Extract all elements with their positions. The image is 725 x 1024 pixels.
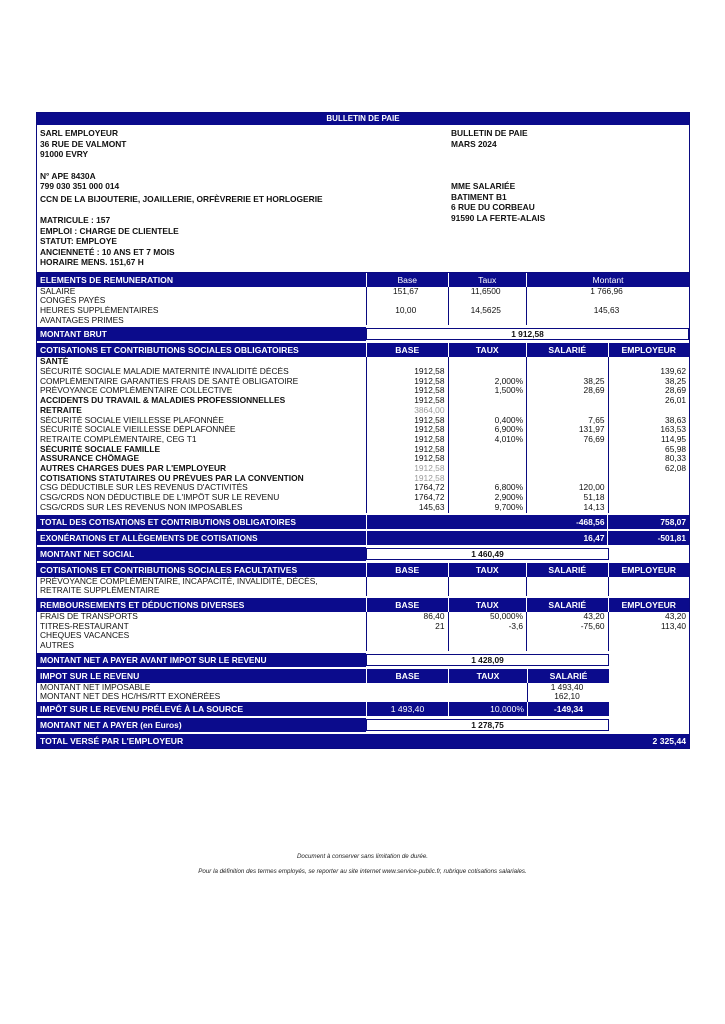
employer-ccn: CCN DE LA BIJOUTERIE, JOAILLERIE, ORFÈVRERIE ET HORLOGERIE [40, 193, 323, 204]
footer-note-1: Document à conserver sans limitation de durée. [296, 853, 429, 860]
cell-taux [449, 445, 527, 455]
cell-employeur: 139,62 [660, 366, 687, 377]
table-row [37, 435, 366, 445]
employee-name: MME SALARIÉE [451, 181, 516, 191]
cell-salarie: 51,18 [583, 492, 605, 503]
cell-base: 1912,58 [414, 385, 445, 396]
cell-taux: 2,900% [494, 492, 524, 503]
cell-base: 21 [435, 620, 445, 631]
table-row: RETRAITE SUPPLÉMENTAIRE [40, 586, 160, 596]
total-cotisations: TOTAL DES COTISATIONS ET CONTRIBUTIONS OBLIGATOIRES -468,56 758,07 [37, 515, 689, 529]
cell-salarie: 131,97 [578, 424, 605, 435]
period-month: MARS 2024 [451, 138, 497, 149]
cell-base: 1912,58 [414, 424, 445, 435]
cell-salarie [527, 454, 608, 464]
cotisations-table [37, 357, 689, 512]
period-label: BULLETIN DE PAIE [451, 128, 528, 138]
cell-salarie: -75,60 [580, 620, 605, 631]
cell-taux: 6,900% [494, 424, 524, 435]
cell-salarie [527, 396, 608, 406]
cell-taux: 6,800% [494, 482, 524, 493]
cell-employeur: 62,08 [665, 463, 687, 474]
cell-employeur [609, 474, 690, 484]
table-row [37, 425, 366, 435]
table-row [37, 377, 366, 387]
cell-employeur: 38,25 [665, 375, 687, 386]
cell-base: 1764,72 [414, 482, 445, 493]
cell-base: 1912,58 [414, 366, 445, 377]
cell-employeur [609, 641, 690, 651]
cell-salarie [527, 464, 608, 474]
cell-base: 1912,58 [414, 472, 445, 483]
cell-taux [449, 396, 527, 406]
cell-employeur: 38,63 [665, 414, 687, 425]
cell-salarie: 38,25 [583, 375, 605, 386]
table-row [37, 483, 366, 493]
cell-taux [449, 464, 527, 474]
anciennete: ANCIENNETÉ : 10 ANS ET 7 MOIS [40, 246, 175, 257]
footer-note-2: Pour la définition des termes employés, se reporter au site internet www.service-public.fr, rubrique cotisations salariales. [198, 868, 527, 875]
row-label: SÉCURITÉ SOCIALE VIEILLESSE DÉPLAFONNÉE [40, 425, 236, 435]
cell-employeur: 80,33 [665, 453, 687, 464]
cell-employeur [609, 631, 690, 641]
row-label: SÉCURITÉ SOCIALE MALADIE MATERNITÉ INVALIDITÉ DÉCÈS [40, 367, 289, 377]
row-label: TITRES-RESTAURANT [40, 621, 129, 631]
table-row [37, 622, 366, 632]
cell-employeur: 163,53 [660, 424, 687, 435]
table-row [37, 357, 366, 367]
cell-salarie: 7,65 [588, 414, 605, 425]
row-label: CSG/CRDS NON DÉDUCTIBLE DE L'IMPÔT SUR LE REVENU [40, 493, 280, 503]
row-label: FRAIS DE TRANSPORTS [40, 611, 138, 621]
impot-header: IMPOT SUR LE REVENU BASE TAUX SALARIÉ [37, 669, 609, 683]
header-block [37, 125, 689, 273]
cell-taux: 1,500% [494, 385, 524, 396]
remboursements-header: REMBOURSEMENTS ET DÉDUCTIONS DIVERSES BASE TAUX SALARIÉ EMPLOYEUR [37, 598, 689, 612]
remuneration-header: ELEMENTS DE REMUNERATION Base Taux Montant [37, 273, 689, 287]
table-row [37, 464, 366, 474]
row-label: RETRAITE [40, 405, 82, 415]
row-label: CHEQUES VACANCES [40, 631, 130, 641]
cell-base: 86,40 [423, 610, 445, 621]
table-row [37, 406, 366, 416]
cell-employeur: 28,69 [665, 385, 687, 396]
employer-address1: 36 RUE DE VALMONT [40, 138, 127, 149]
net-avant-impot: MONTANT NET A PAYER AVANT IMPOT SUR LE REVENU 1 428,09 [37, 653, 689, 667]
cell-employeur [609, 503, 690, 513]
cell-base: 1912,58 [414, 414, 445, 425]
row-label: COMPLÉMENTAIRE GARANTIES FRAIS DE SANTÉ OBLIGATOIRE [40, 376, 299, 386]
cell-salarie [527, 641, 608, 651]
statut: STATUT: EMPLOYE [40, 236, 117, 246]
payslip [36, 112, 690, 749]
employer-address2: 91000 EVRY [40, 149, 89, 159]
table-row [37, 493, 366, 503]
row-label: ACCIDENTS DU TRAVAIL & MALADIES PROFESSIONNELLES [40, 396, 286, 406]
employer-siret: 799 030 351 000 014 [40, 181, 120, 191]
employee-address2: 6 RUE DU CORBEAU [451, 202, 535, 212]
cell-base: 3864,00 [414, 404, 445, 415]
cell-salarie: 14,13 [583, 501, 605, 512]
row-label: ASSURANCE CHÔMAGE [40, 454, 140, 464]
impot-prelevement: IMPÔT SUR LE REVENU PRÉLEVÉ À LA SOURCE 1 493,40 10,000% -149,34 [37, 702, 609, 716]
remboursements-table [37, 612, 689, 651]
table-row: PRÉVOYANCE COMPLÉMENTAIRE, INCAPACITÉ, INVALIDITÉ, DÉCÈS, [40, 576, 318, 586]
table-row: CONGÉS PAYÉS [40, 296, 106, 306]
cell-base: 1764,72 [414, 492, 445, 503]
table-row [37, 612, 366, 622]
cell-salarie: 28,69 [583, 385, 605, 396]
matricule: MATRICULE : 157 [40, 215, 111, 225]
row-label: CSG/CRDS SUR LES REVENUS NON IMPOSABLES [40, 502, 243, 512]
row-label: AUTRES [40, 641, 74, 651]
table-row [37, 396, 366, 406]
cell-taux [449, 631, 527, 641]
cotisations-header: COTISATIONS ET CONTRIBUTIONS SOCIALES OBLIGATOIRES BASE TAUX SALARIÉ EMPLOYEUR [37, 343, 689, 357]
cell-base [367, 641, 448, 651]
cell-base: 1912,58 [414, 375, 445, 386]
payslip-title: BULLETIN DE PAIE [37, 113, 689, 125]
table-row [37, 416, 366, 426]
cell-base: 1912,58 [414, 463, 445, 474]
cell-taux: 50,000% [489, 610, 524, 621]
employer-name: SARL EMPLOYEUR [40, 128, 119, 138]
cell-base: 1912,58 [414, 395, 445, 406]
cell-taux: 0,400% [494, 414, 524, 425]
cell-salarie [527, 631, 608, 641]
table-row [37, 386, 366, 396]
table-row [37, 445, 366, 455]
cell-taux: 4,010% [494, 433, 524, 444]
horaire: HORAIRE MENS. 151,67 H [40, 257, 144, 267]
cell-base [367, 631, 448, 641]
row-label: RETRAITE COMPLÉMENTAIRE, CEG T1 [40, 434, 197, 444]
cell-salarie [527, 445, 608, 455]
cell-base: 1912,58 [414, 443, 445, 454]
table-row [37, 454, 366, 464]
facultatives-table [37, 577, 689, 596]
row-label: SÉCURITÉ SOCIALE FAMILLE [40, 444, 161, 454]
cell-taux: 2,000% [494, 375, 524, 386]
net-a-payer: MONTANT NET A PAYER (en Euros) 1 278,75 [37, 718, 689, 732]
table-row: AVANTAGES PRIMES [40, 315, 124, 325]
cell-employeur: 43,20 [665, 610, 687, 621]
table-row [37, 641, 366, 651]
montant-brut: MONTANT BRUT 1 912,58 [37, 327, 689, 341]
employee-block [451, 128, 686, 268]
cell-salarie: 120,00 [578, 482, 605, 493]
cell-salarie [527, 357, 608, 367]
facultatives-header: COTISATIONS ET CONTRIBUTIONS SOCIALES FACULTATIVES BASE TAUX SALARIÉ EMPLOYEUR [37, 563, 689, 577]
cell-taux: 9,700% [494, 501, 524, 512]
cell-employeur [609, 493, 690, 503]
cell-salarie: 76,69 [583, 433, 605, 444]
cell-employeur [609, 483, 690, 493]
emploi: EMPLOI : CHARGE DE CLIENTELE [40, 225, 179, 236]
row-label: PRÉVOYANCE COMPLÉMENTAIRE COLLECTIVE [40, 386, 233, 396]
impot-table: MONTANT NET IMPOSABLE MONTANT NET DES HC/HS/RTT EXONÉRÉES 1 493,40 162,10 [37, 683, 609, 702]
table-row [37, 367, 366, 377]
cell-base: 145,63 [418, 501, 445, 512]
row-label: AUTRES CHARGES DUES PAR L'EMPLOYEUR [40, 464, 227, 474]
cell-salarie: 43,20 [583, 610, 605, 621]
row-label: CSG DÉDUCTIBLE SUR LES REVENUS D'ACTIVITÉS [40, 483, 248, 493]
cell-employeur: 65,98 [665, 443, 687, 454]
table-row [37, 503, 366, 513]
cell-employeur: 113,40 [661, 620, 687, 631]
remuneration-table: SALAIRE CONGÉS PAYÉS HEURES SUPPLÉMENTAIRES AVANTAGES PRIMES 151,67 10,00 11,6500 14,5625 1 766,96 145,63 [37, 287, 689, 326]
cell-employeur: 114,95 [661, 433, 687, 444]
row-label: COTISATIONS STATUTAIRES OU PRÉVUES PAR LA CONVENTION [40, 473, 304, 483]
montant-net-social: MONTANT NET SOCIAL 1 460,49 [37, 547, 689, 561]
cell-taux: -3,6 [508, 620, 524, 631]
table-row [37, 631, 366, 641]
cell-taux [449, 357, 527, 367]
cell-employeur: 26,01 [665, 395, 687, 406]
cell-base: 1912,58 [414, 453, 445, 464]
employee-address1: BATIMENT B1 [451, 191, 507, 202]
employee-address3: 91590 LA FERTE-ALAIS [451, 212, 546, 223]
cell-taux [449, 454, 527, 464]
employer-block [40, 128, 451, 268]
table-row: SALAIRE [40, 286, 76, 296]
exonerations: EXONÉRATIONS ET ALLÈGEMENTS DE COTISATIONS 16,47 -501,81 [37, 531, 689, 545]
cell-taux [449, 641, 527, 651]
total-verse: TOTAL VERSÉ PAR L'EMPLOYEUR 2 325,44 [37, 734, 689, 748]
table-row [37, 474, 366, 484]
cell-base: 1912,58 [414, 433, 445, 444]
employer-ape: N° APE 8430A [40, 170, 96, 181]
row-label: SANTÉ [40, 357, 69, 367]
row-label: SÉCURITÉ SOCIALE VIEILLESSE PLAFONNÉE [40, 415, 224, 425]
table-row: HEURES SUPPLÉMENTAIRES [40, 305, 159, 315]
